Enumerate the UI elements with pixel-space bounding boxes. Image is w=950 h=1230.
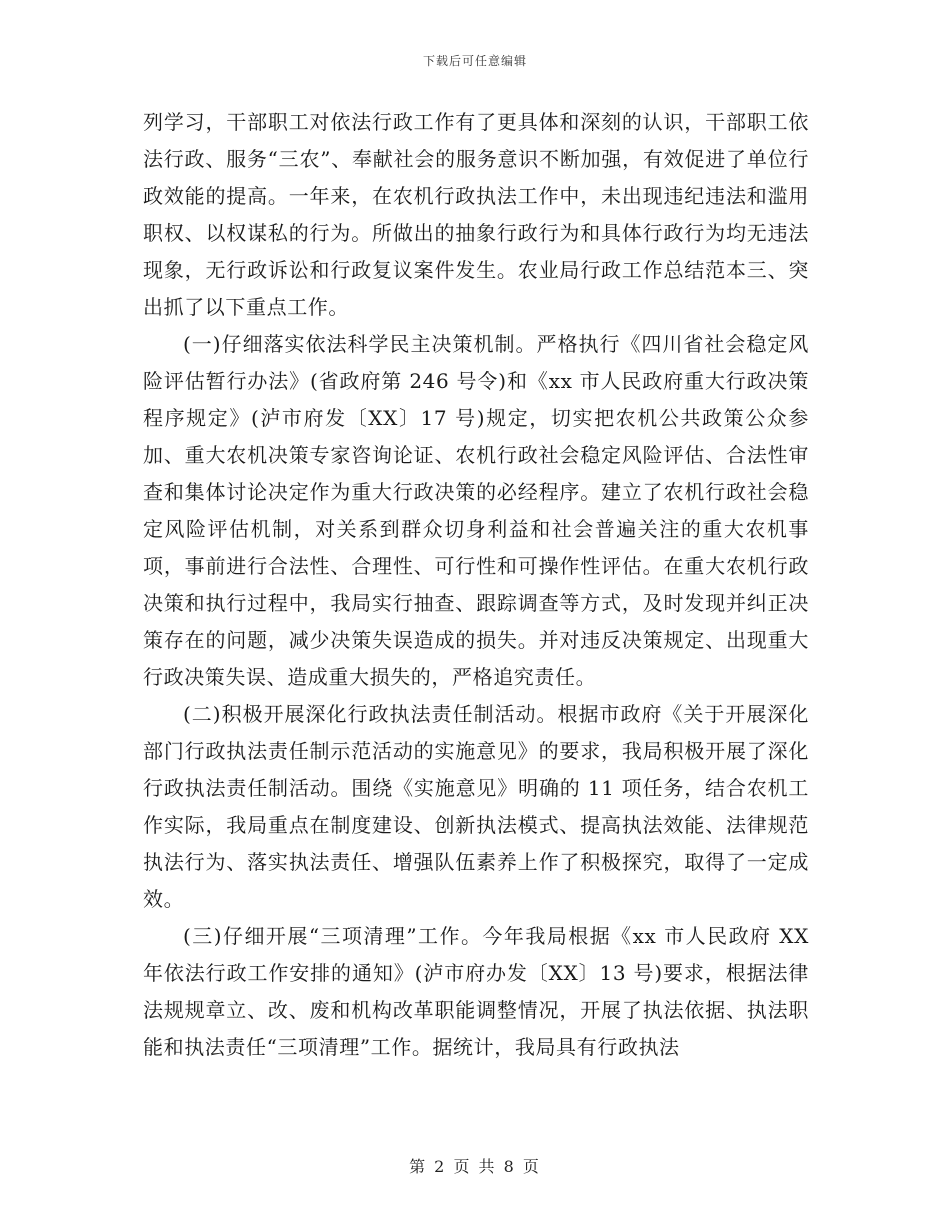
body-paragraph: (二)积极开展深化行政执法责任制活动。根据市政府《关于开展深化部门行政执法责任制示范活动的实施意见》的要求，我局积极开展了深化行政执法责任制活动。围绕《实施意见》明确的 11 项任务，结合农机工作实际，我局重点在制度建设、创新执法模式、提高执法效能、法律规范执法行为、落实执法责任、增强队伍素养上作了积极探究，取得了一定成效。 <box>143 702 809 911</box>
body-paragraph: (三)仔细开展“三项清理”工作。今年我局根据《xx 市人民政府 XX 年依法行政工作安排的通知》(泸市府办发〔XX〕13 号)要求，根据法律法规规章立、改、废和机构改革职能调整情况，开展了执法依据、执法职能和执法责任“三项清理”工作。据统计，我局具有行政执法 <box>143 924 809 1059</box>
body-paragraph: (一)仔细落实依法科学民主决策机制。严格执行《四川省社会稳定风险评估暂行办法》(省政府第 246 号令)和《xx 市人民政府重大行政决策程序规定》(泸市府发〔XX〕17 号)规定，切实把农机公共政策公众参加、重大农机决策专家咨询论证、农机行政社会稳定风险评估、合法性审查和集体讨论决定作为重大行政决策的必经程序。建立了农机行政社会稳定风险评估机制，对关系到群众切身利益和社会普遍关注的重大农机事项，事前进行合法性、合理性、可行性和可操作性评估。在重大农机行政决策和执行过程中，我局实行抽查、跟踪调查等方式，及时发现并纠正决策存在的问题，减少决策失误造成的损失。并对违反决策规定、出现重大行政决策失误、造成重大损失的，严格追究责任。 <box>143 332 809 689</box>
body-paragraph: 列学习，干部职工对依法行政工作有了更具体和深刻的认识，干部职工依法行政、服务“三农”、奉献社会的服务意识不断加强，有效促进了单位行政效能的提高。一年来，在农机行政执法工作中，未出现违纪违法和滥用职权、以权谋私的行为。所做出的抽象行政行为和具体行政行为均无违法现象，无行政诉讼和行政复议案件发生。农业局行政工作总结范本三、突出抓了以下重点工作。 <box>143 110 809 319</box>
page-number: 第 2 页 共 8 页 <box>409 1157 541 1176</box>
page-header: 下载后可任意编辑 <box>422 54 527 68</box>
document-body <box>143 104 809 1066</box>
